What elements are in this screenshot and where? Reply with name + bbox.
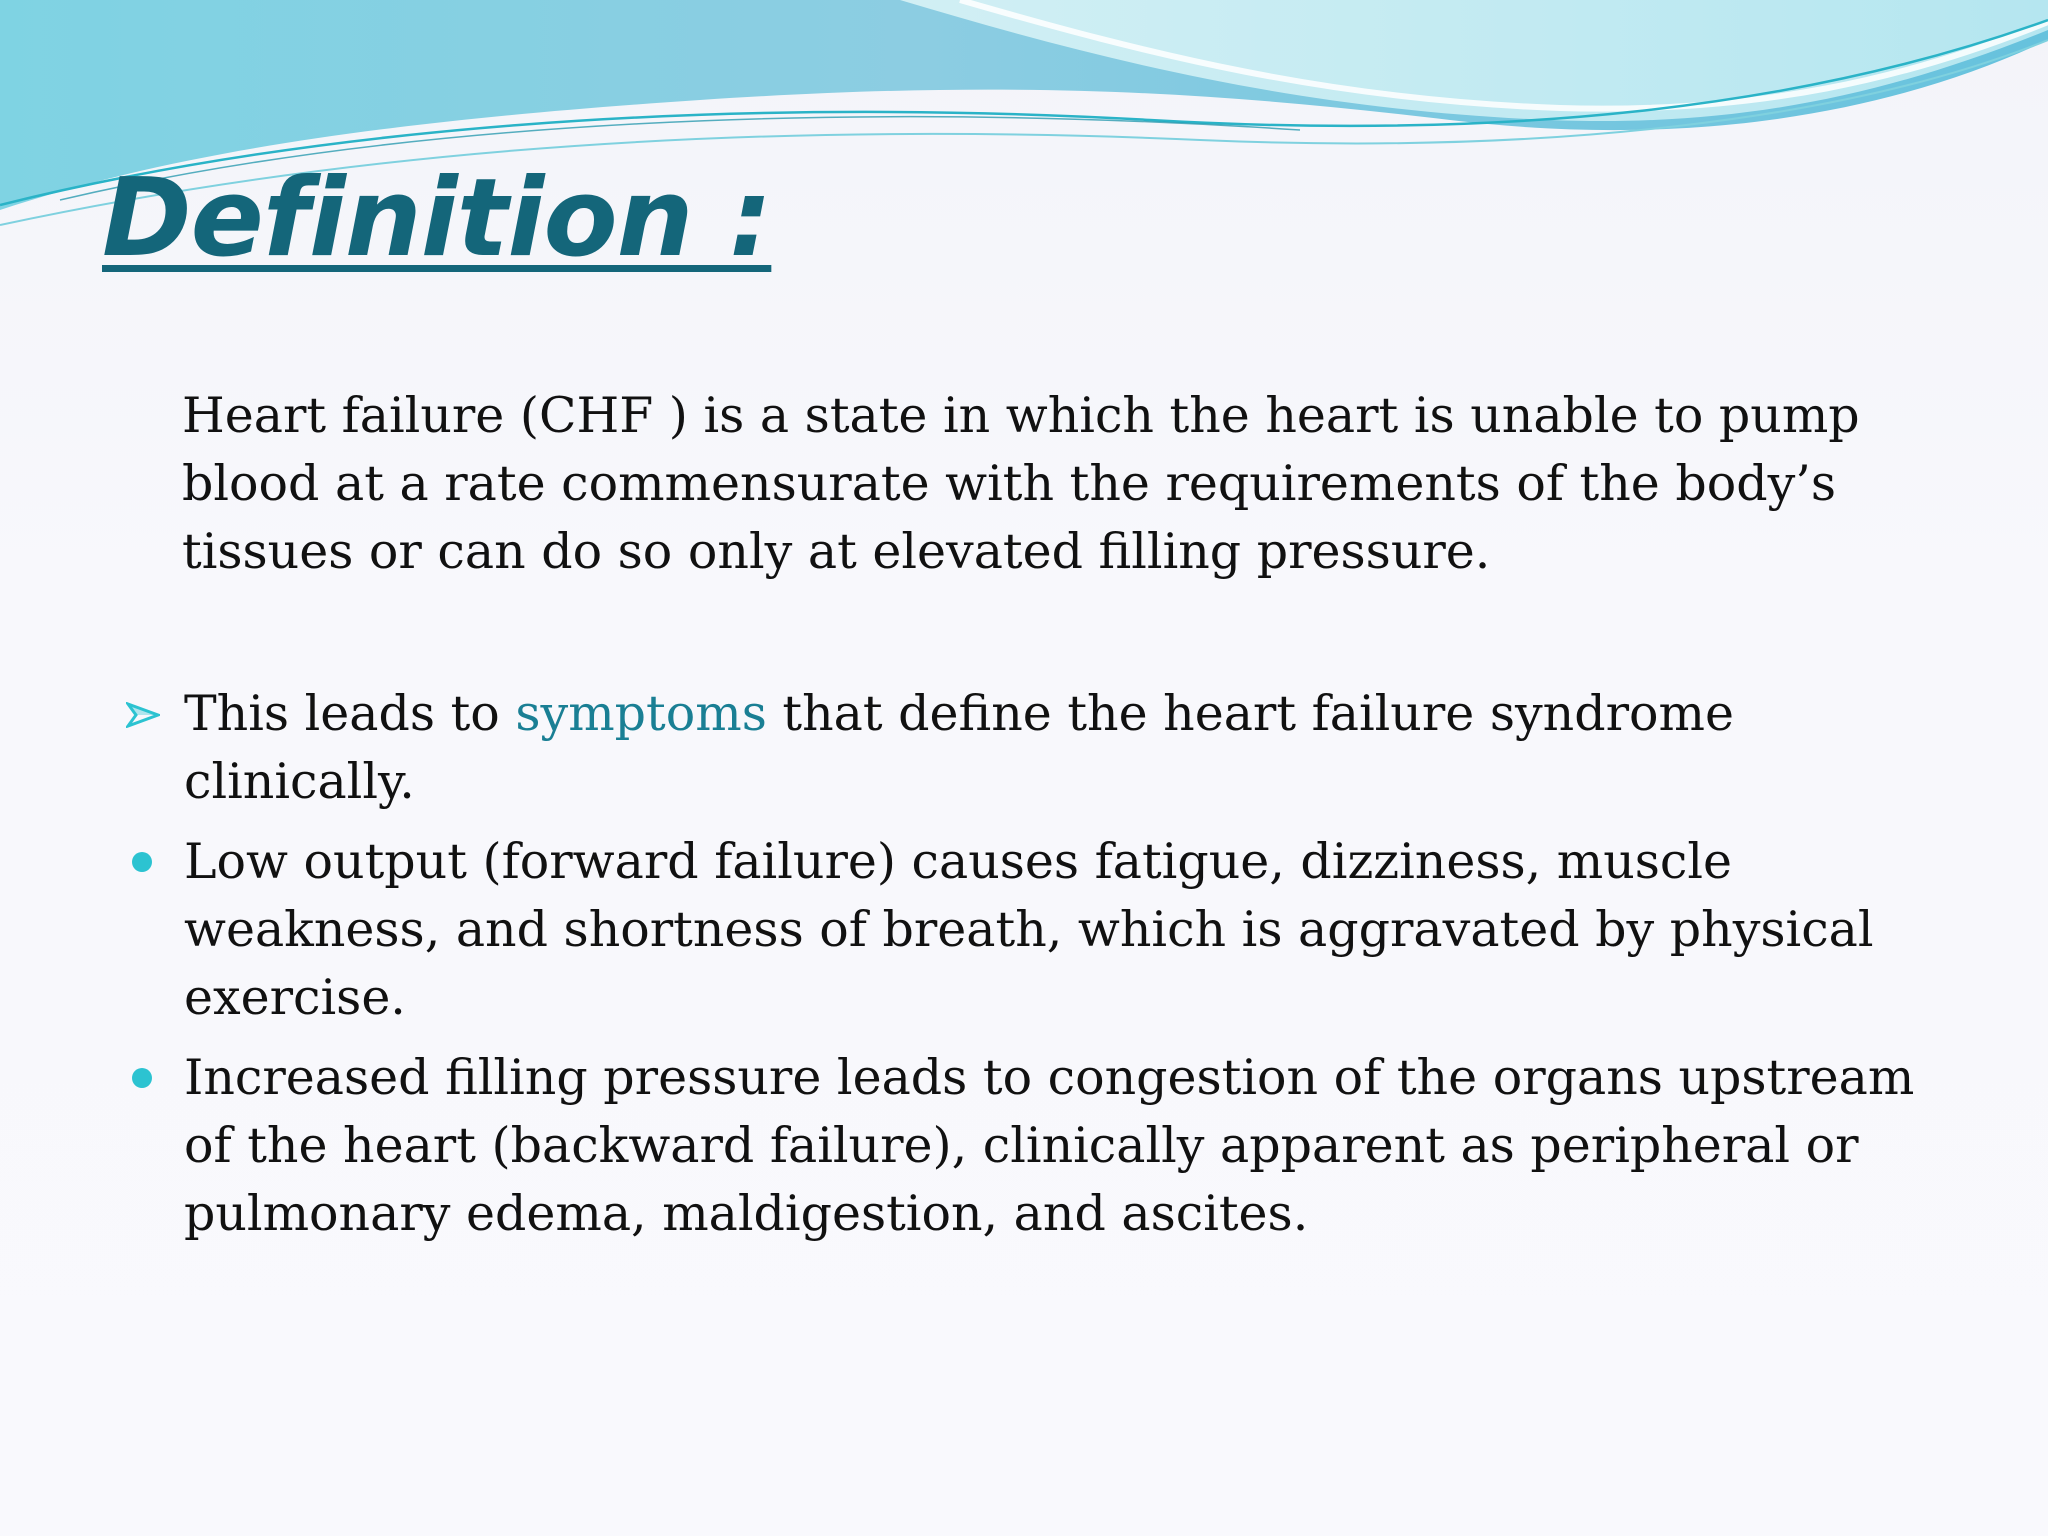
symptoms-highlight: symptoms	[515, 685, 767, 742]
slide-title: Definition :	[102, 156, 772, 281]
definition-paragraph: Heart failure (CHF ) is a state in which the heart is unable to pump blood at a rate commensurate with the requirements of the body’s tissues or can do so only at elevated filling pressure.	[182, 387, 1860, 580]
arrow-icon	[126, 680, 166, 748]
list-item	[0, 1044, 1944, 1248]
dot-icon	[126, 828, 166, 896]
bullet-text-before: This leads to	[184, 685, 516, 742]
bullet-text-after: that define the heart failure syndrome clinically.	[184, 685, 1734, 810]
dot-icon	[126, 1044, 166, 1112]
bullet-list	[0, 680, 2048, 1260]
bullet-text: Increased filling pressure leads to congestion of the organs upstream of the heart (backward failure), clinically apparent as peripheral or pulmonary edema, maldigestion, and ascites.	[184, 1049, 1915, 1242]
bullet-text: Low output (forward failure) causes fatigue, dizziness, muscle weakness, and shortness of breath, which is aggravated by physical exercise.	[184, 833, 1874, 1026]
list-item	[0, 680, 1944, 816]
list-item	[0, 828, 1944, 1032]
